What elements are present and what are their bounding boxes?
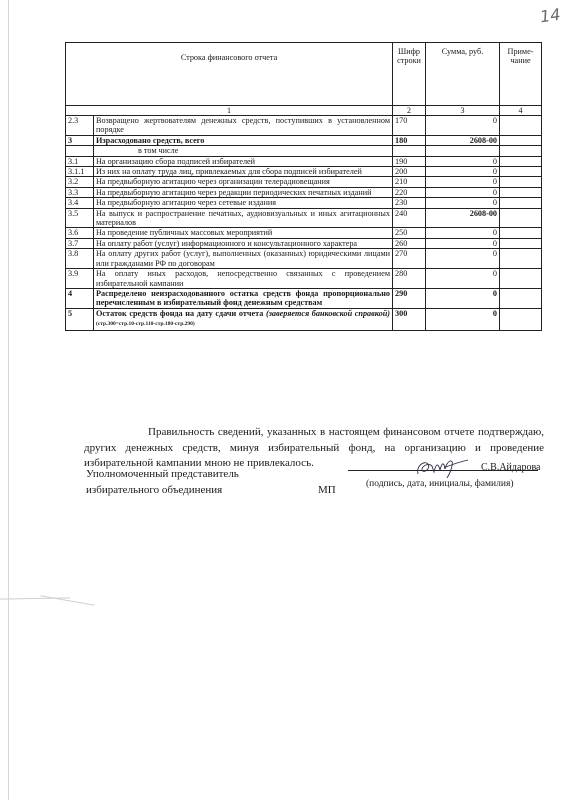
row-name-text: На выпуск и распространение печатных, аудиовизуальных и иных агитационных материалов [96, 208, 391, 228]
row-note [500, 208, 542, 228]
table-header-row [66, 43, 542, 106]
table-row [66, 156, 542, 166]
row-sum: 0 [426, 308, 500, 330]
table-row [66, 187, 542, 197]
financial-report-table [65, 42, 542, 331]
table-row [66, 135, 542, 145]
table-row [66, 177, 542, 187]
row-note [500, 198, 542, 208]
row-name-italic: (заверяется банковской справкой) [266, 308, 391, 318]
row-code: 230 [393, 198, 426, 208]
table-row [66, 208, 542, 228]
representative-name: С.В.Айдарова [481, 462, 541, 473]
row-name [94, 288, 393, 308]
row-name-text: На проведение публичных массовых мероприятий [96, 228, 273, 238]
table-row [66, 308, 542, 330]
certification-text: Правильность сведений, указанных в настоящем финансовом отчете подтверждаю, других денежных средств, минуя избирательный фонд, на организацию и проведение избирательной кампании мною не привлекалось. [84, 426, 544, 469]
row-code: 280 [393, 269, 426, 289]
row-sum: 0 [426, 167, 500, 177]
row-name-text: Остаток средств фонда на дату сдачи отчета [96, 308, 264, 318]
row-name [94, 187, 393, 197]
row-name [94, 135, 393, 145]
row-code [393, 146, 426, 156]
row-name-text: На оплату других работ (услуг), выполненных (оказанных) юридическими лицами или гражданами РФ по договорам [96, 249, 391, 268]
row-name [94, 177, 393, 187]
index-4: 4 [500, 106, 542, 116]
row-name-text: На предвыборную агитацию через сетевые издания [96, 198, 277, 208]
row-note [500, 156, 542, 166]
representative-title-line1: Уполномоченный представитель [86, 468, 239, 480]
row-code: 270 [393, 249, 426, 269]
row-code: 290 [393, 288, 426, 308]
row-note [500, 177, 542, 187]
row-name-text: На оплату иных расходов, непосредственно связанных с проведением избирательной кампании [96, 269, 391, 288]
table-row [66, 288, 542, 308]
row-note [500, 116, 542, 136]
row-number: 3.9 [66, 269, 94, 289]
row-code: 240 [393, 208, 426, 228]
header-note: Приме-чание [500, 43, 542, 106]
row-sum: 0 [426, 269, 500, 289]
handwritten-signature [414, 456, 470, 480]
row-sum: 0 [426, 156, 500, 166]
row-name [94, 269, 393, 289]
row-sum: 2608-00 [426, 135, 500, 145]
table-row [66, 269, 542, 289]
row-sum: 0 [426, 177, 500, 187]
row-name [94, 167, 393, 177]
row-name [94, 198, 393, 208]
row-name-text: Возвращено жертвователям денежных средств, поступивших в установленном порядке [96, 116, 391, 135]
row-sum: 0 [426, 198, 500, 208]
row-name-text: На предвыборную агитацию через редакции периодических печатных изданий [96, 187, 372, 197]
header-line: Строка финансового отчета [66, 43, 393, 106]
row-note [500, 167, 542, 177]
row-code: 190 [393, 156, 426, 166]
page-number: 14 [538, 4, 562, 27]
row-name [94, 116, 393, 136]
table-row [66, 167, 542, 177]
row-note [500, 135, 542, 145]
row-sum [426, 146, 500, 156]
row-sum: 0 [426, 288, 500, 308]
row-name-text: На предвыборную агитацию через организации телерадиовещания [96, 177, 330, 187]
row-number: 3.3 [66, 187, 94, 197]
row-name-text: На организацию сбора подписей избирателей [96, 156, 256, 166]
row-note [500, 228, 542, 238]
row-name [94, 146, 393, 156]
row-number: 3.8 [66, 249, 94, 269]
table-row [66, 116, 542, 136]
row-sum: 0 [426, 249, 500, 269]
row-code: 170 [393, 116, 426, 136]
row-name [94, 228, 393, 238]
page-edge [8, 0, 9, 800]
row-note [500, 308, 542, 330]
index-3: 3 [426, 106, 500, 116]
row-sum: 0 [426, 116, 500, 136]
row-name-text: На оплату работ (услуг) информационного и консультационного характера [96, 238, 358, 248]
row-name [94, 156, 393, 166]
row-code: 250 [393, 228, 426, 238]
row-code: 220 [393, 187, 426, 197]
table-row [66, 146, 542, 156]
row-code: 180 [393, 135, 426, 145]
row-number: 3.7 [66, 238, 94, 248]
row-code: 260 [393, 238, 426, 248]
row-note [500, 269, 542, 289]
row-number: 2.3 [66, 116, 94, 136]
row-code: 200 [393, 167, 426, 177]
row-number: 3.4 [66, 198, 94, 208]
row-name-text: Распределено неизрасходованного остатка средств фонда пропорционально перечисленным в избирательный фонд денежным средствам [96, 288, 391, 308]
row-number [66, 146, 94, 156]
signature-caption: (подпись, дата, инициалы, фамилия) [366, 479, 514, 489]
table-row [66, 238, 542, 248]
row-number: 3.5 [66, 208, 94, 228]
row-note [500, 146, 542, 156]
row-sum: 2608-00 [426, 208, 500, 228]
row-name-text: Из них на оплату труда лиц, привлекаемых для сбора подписей избирателей [96, 167, 362, 177]
row-code: 210 [393, 177, 426, 187]
row-number: 3.1.1 [66, 167, 94, 177]
row-name-text: в том числе [138, 146, 179, 156]
row-code: 300 [393, 308, 426, 330]
row-number: 3.2 [66, 177, 94, 187]
row-name [94, 308, 393, 330]
row-number: 5 [66, 308, 94, 330]
header-sum: Сумма, руб. [426, 43, 500, 106]
table-row [66, 249, 542, 269]
row-note [500, 288, 542, 308]
row-number: 3.6 [66, 228, 94, 238]
row-number: 4 [66, 288, 94, 308]
index-2: 2 [393, 106, 426, 116]
row-sum: 0 [426, 187, 500, 197]
row-name-text: Израсходовано средств, всего [96, 135, 205, 145]
table-row [66, 198, 542, 208]
header-code: Шифр строки [393, 43, 426, 106]
row-note [500, 187, 542, 197]
row-name [94, 208, 393, 228]
row-note [500, 249, 542, 269]
seal-place-label: МП [318, 484, 336, 496]
representative-title-line2: избирательного объединения [86, 484, 223, 496]
row-name [94, 249, 393, 269]
row-name-formula: (стр.300=стр.10-стр.110-стр.180-стр.290) [96, 321, 195, 328]
row-number: 3 [66, 135, 94, 145]
row-sum: 0 [426, 238, 500, 248]
row-note [500, 238, 542, 248]
row-number: 3.1 [66, 156, 94, 166]
table-row [66, 228, 542, 238]
index-1: 1 [66, 106, 393, 116]
row-name [94, 238, 393, 248]
row-sum: 0 [426, 228, 500, 238]
table-index-row [66, 106, 542, 116]
